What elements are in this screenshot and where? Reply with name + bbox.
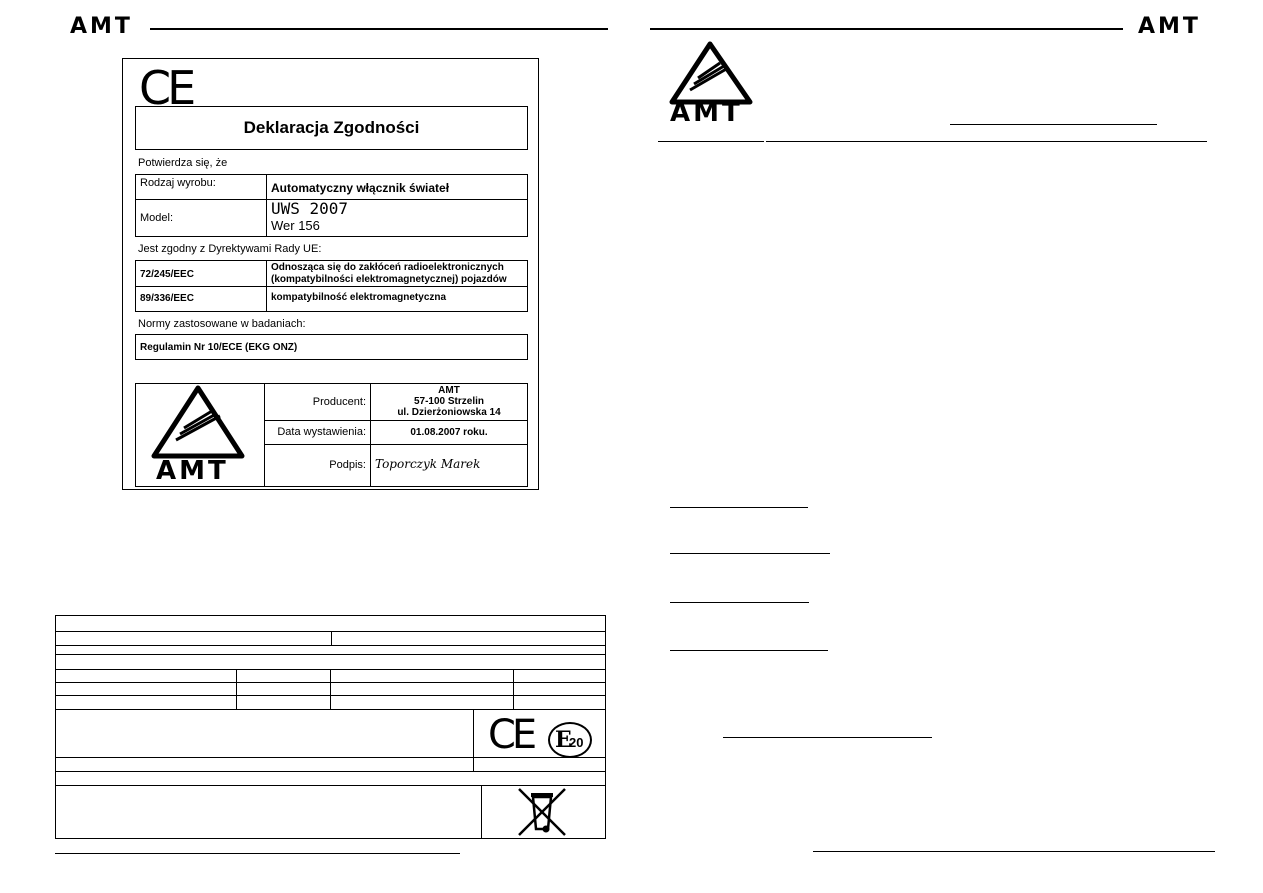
section-underline-5 — [723, 737, 932, 738]
signature: Toporczyk Marek — [370, 444, 528, 487]
model-label: Model: — [135, 199, 267, 237]
directive2-code: 89/336/EEC — [135, 286, 267, 312]
title-underline — [950, 124, 1157, 125]
producer-city: 57-100 Strzelin — [413, 396, 485, 407]
brand-logo-right: AMT — [1138, 14, 1201, 39]
header-rule-left — [150, 28, 608, 30]
ce-mark-small: CE — [488, 712, 534, 758]
directive2-text: kompatybilność elektromagnetyczna — [266, 286, 528, 312]
date-value: 01.08.2007 roku. — [370, 420, 528, 445]
date-label: Data wystawienia: — [264, 420, 371, 445]
amt-logo-text: AMT — [156, 456, 229, 486]
header-rule-right — [650, 28, 1123, 30]
section-underline-2 — [670, 553, 830, 554]
norm-value: Regulamin Nr 10/ECE (EKG ONZ) — [135, 334, 528, 360]
product-label: Rodzaj wyrobu: — [135, 174, 267, 200]
model-version: Wer 156 — [271, 218, 320, 233]
declaration-document — [122, 58, 539, 490]
e-mark-number: 20 — [569, 735, 584, 750]
sign-label: Podpis: — [264, 444, 371, 487]
producer-street: ul. Dzierżoniowska 14 — [397, 407, 501, 418]
right-header-rule-b — [766, 141, 1207, 142]
e-mark-letter: E — [555, 727, 572, 753]
section-underline-4 — [670, 650, 828, 651]
confirm-text: Potwierdza się, że — [138, 157, 228, 169]
footer-rule-left — [55, 853, 460, 854]
product-value: Automatyczny włącznik świateł — [266, 174, 528, 200]
e-mark-icon — [548, 722, 592, 758]
product-info-table — [55, 615, 606, 839]
producer-name: AMT — [438, 385, 460, 396]
brand-logo-left: AMT — [70, 14, 133, 39]
directives-intro: Jest zgodny z Dyrektywami Rady UE: — [138, 243, 322, 255]
section-underline-1 — [670, 507, 808, 508]
directive1-text — [266, 260, 528, 287]
section-underline-3 — [670, 602, 809, 603]
declaration-title: Deklaracja Zgodności — [135, 106, 528, 150]
right-logo-text: AMT — [670, 98, 743, 128]
model-value: UWS 2007 — [271, 199, 349, 218]
producer-info — [370, 383, 528, 421]
footer-rule-right — [813, 851, 1215, 852]
norms-intro: Normy zastosowane w badaniach: — [138, 318, 306, 330]
directive1-text-line1: Odnosząca się do zakłóceń radioelektronicznych — [271, 262, 504, 273]
directive1-code: 72/245/EEC — [135, 260, 267, 287]
model-cell — [266, 199, 528, 237]
ce-mark: CE — [139, 61, 193, 115]
directive1-text-line2: (kompatybilności elektromagnetycznej) pojazdów — [271, 274, 507, 285]
amt-logo-cell — [135, 383, 265, 487]
producer-label: Producent: — [264, 383, 371, 421]
weee-bin-icon — [513, 787, 571, 837]
right-header-rule-a — [658, 141, 764, 142]
